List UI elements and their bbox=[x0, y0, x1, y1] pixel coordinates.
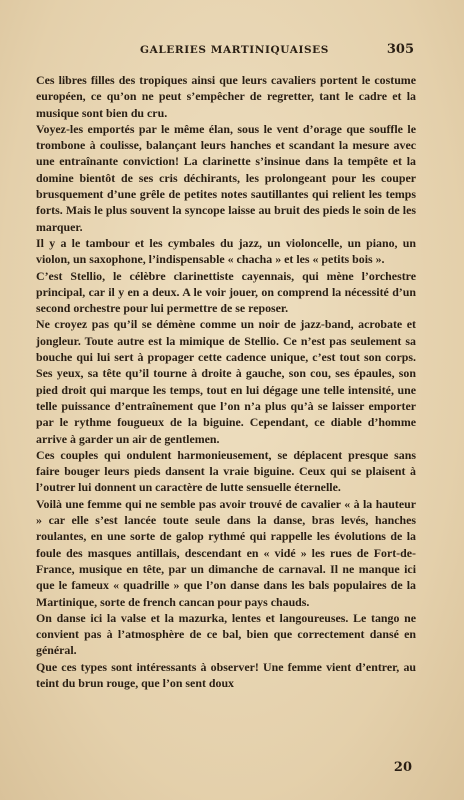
page-header bbox=[28, 42, 414, 62]
paragraph: On danse ici la valse et la mazurka, lentes et langoureuses. Le tango ne convient pas à l’atmosphère de ce bal, bien que correctement dansé en général. bbox=[36, 610, 416, 658]
running-head: GALERIES MARTINIQUAISES bbox=[140, 44, 329, 56]
paragraph: C’est Stellio, le célèbre clarinettiste cayennais, qui mène l’orchestre principal, car il y en a deux. A le voir jouer, on comprend la nécessité d’un second orchestre pour lui permettre de se reposer. bbox=[36, 268, 416, 316]
paragraph: Voyez-les emportés par le même élan, sous le vent d’orage que souffle le trombone à coulisse, balançant leurs hanches et scandant la mesure avec une entraînante conviction! La clarinette s’insinue dans la tempête et la domine bientôt de ses cris déchirants, les prolongeant pour les couper brusquement d’une grêle de petites notes sautillantes qui relient les temps forts. Mais le plus souvent la syncope laisse au bruit des pieds le soin de les marquer. bbox=[36, 121, 416, 234]
signature-mark: 20 bbox=[393, 760, 412, 775]
body-text bbox=[36, 72, 416, 691]
paragraph: Que ces types sont intéressants à observer! Une femme vient d’entrer, au teint du brun rouge, que l’on sent doux bbox=[36, 659, 416, 690]
paragraph: Ces couples qui ondulent harmonieusement, se déplacent presque sans faire bouger leurs pieds dansent la vraie biguine. Ceux qui se plaisent à l’outrer lui donnent un caractère de lutte sensuelle éternelle. bbox=[36, 447, 416, 495]
paragraph: Ne croyez pas qu’il se démène comme un noir de jazz-band, acrobate et jongleur. Toute autre est la mimique de Stellio. Ce n’est pas seulement sa bouche qui lui sert à propager cette cadence unique, c’est tout son corps. Ses yeux, sa tête qu’il tourne à droite à gauche, son cou, ses épaules, son pied droit qui marque les temps, tout en lui dégage une telle intensité, une telle puissance d’entraînement que l’on n’a plus qu’à se laisser emporter par le rythme fougueux de la biguine. Cependant, ce diable d’homme arrive à garder un air de gentlemen. bbox=[36, 317, 416, 446]
paragraph: Ces libres filles des tropiques ainsi que leurs cavaliers portent le costume européen, ce qu’on ne peut s’empêcher de regretter, tant le cadre et la musique sont bien du cru. bbox=[36, 73, 416, 120]
paragraph: Voilà une femme qui ne semble pas avoir trouvé de cavalier « à la hauteur » car elle s’est lancée toute seule dans la danse, bras levés, hanches roulantes, en une sorte de galop rythmé qui rappelle les évolutions de la foule des masques antillais, descendant en « vidé » les rues de Fort-de-France, musique en tête, par un dimanche de carnaval. Il ne manque ici que le fameux « quadrille » que l’on danse dans les bals populaires de la Martinique, sorte de french cancan pour pays chauds. bbox=[36, 496, 416, 609]
paragraph: Il y a le tambour et les cymbales du jazz, un violoncelle, un piano, un violon, un saxophone, l’indispensable « chacha » et les « petits bois ». bbox=[36, 235, 416, 267]
page-number: 305 bbox=[386, 42, 414, 57]
